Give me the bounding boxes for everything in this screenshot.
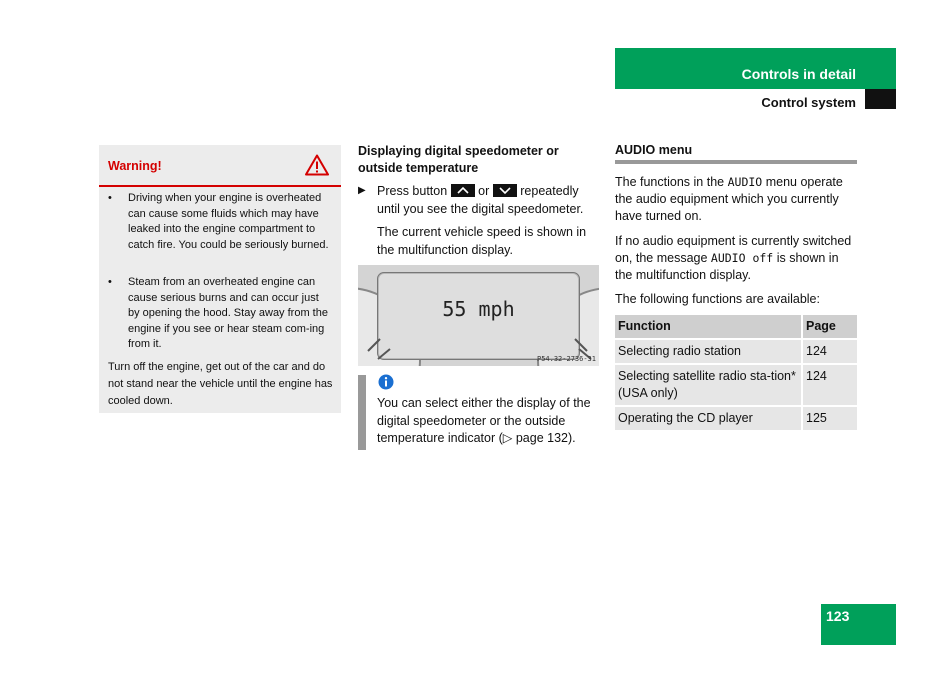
table-header-row	[615, 315, 857, 338]
button-up-icon	[451, 184, 475, 197]
warning-footer-text: Turn off the engine, get out of the car and do not stand near the vehicle until the engine has cooled down.	[108, 361, 333, 407]
bullet-dot: •	[108, 276, 112, 288]
p1-display-code: AUDIO	[727, 175, 763, 189]
warning-bullet-text: Steam from an overheated engine can cause serious burns and can occur just by opening the hood. Stay away from the engine if you see or hear steam com-ing from it.	[128, 276, 328, 351]
p2-text-after: is shown in the multifunction display.	[615, 251, 839, 282]
step-arrow-icon: ▶	[358, 185, 366, 196]
speedometer-note: The current vehicle speed is shown in the multifunction display.	[377, 225, 587, 257]
page-cell: 124	[803, 363, 857, 405]
info-note-text: You can select either the display of the digital speedometer or the outside temperature indicator (▷ page 132).	[377, 396, 591, 445]
speedometer-heading: Displaying digital speedometer or outside temperature	[358, 144, 559, 175]
subsection-title: Control system	[761, 95, 856, 110]
button-down-icon	[493, 184, 517, 197]
page-cell: 124	[803, 338, 857, 363]
column-header-function: Function	[615, 315, 803, 338]
speedometer-step	[377, 183, 602, 218]
p1-text-after: menu operate the audio equipment which you currently have turned on.	[615, 175, 843, 223]
heading-rule	[615, 160, 857, 164]
digital-speed-readout: 55 mph	[442, 297, 515, 321]
warning-header	[99, 145, 341, 187]
page-cell: 125	[803, 405, 857, 430]
function-cell: Operating the CD player	[615, 405, 803, 430]
audio-functions-table	[615, 315, 857, 430]
header-black-tab	[865, 89, 896, 109]
p1-text: The functions in the	[615, 175, 725, 189]
warning-triangle-icon	[305, 154, 329, 176]
audio-paragraph-3: The following functions are available:	[615, 292, 820, 306]
table-row	[615, 363, 857, 405]
audio-menu-heading: AUDIO menu	[615, 143, 693, 157]
step-text-or: or	[478, 184, 490, 198]
info-icon	[378, 374, 394, 390]
warning-box	[99, 145, 341, 413]
multifunction-display-image	[358, 265, 599, 366]
image-reference-code: P54.32-2736-31	[536, 355, 596, 363]
bullet-dot: •	[108, 192, 112, 204]
table-row	[615, 405, 857, 430]
warning-bullet-text: Driving when your engine is overheated can cause some fluids which may have leaked into the engine compartment to catch fire. You could be seriously burned.	[128, 192, 329, 251]
info-note-bar	[358, 375, 366, 450]
table-row	[615, 338, 857, 363]
step-text-after: repeatedly until you see the digital speedometer.	[377, 184, 584, 216]
p2-text: If no audio equipment is currently switched on, the message	[615, 234, 852, 265]
function-cell: Selecting satellite radio sta-tion* (USA only)	[615, 363, 803, 405]
audio-paragraph-1	[615, 174, 858, 225]
audio-paragraph-2	[615, 233, 858, 284]
p2-display-code: AUDIO off	[710, 251, 774, 265]
warning-bullet	[108, 191, 333, 253]
section-title: Controls in detail	[741, 66, 856, 82]
warning-title: Warning!	[108, 159, 162, 173]
warning-bullet	[108, 275, 333, 353]
step-text-before: Press button	[377, 184, 448, 198]
page-number: 123	[826, 608, 850, 624]
column-header-page: Page	[803, 315, 857, 338]
function-cell: Selecting radio station	[615, 338, 803, 363]
